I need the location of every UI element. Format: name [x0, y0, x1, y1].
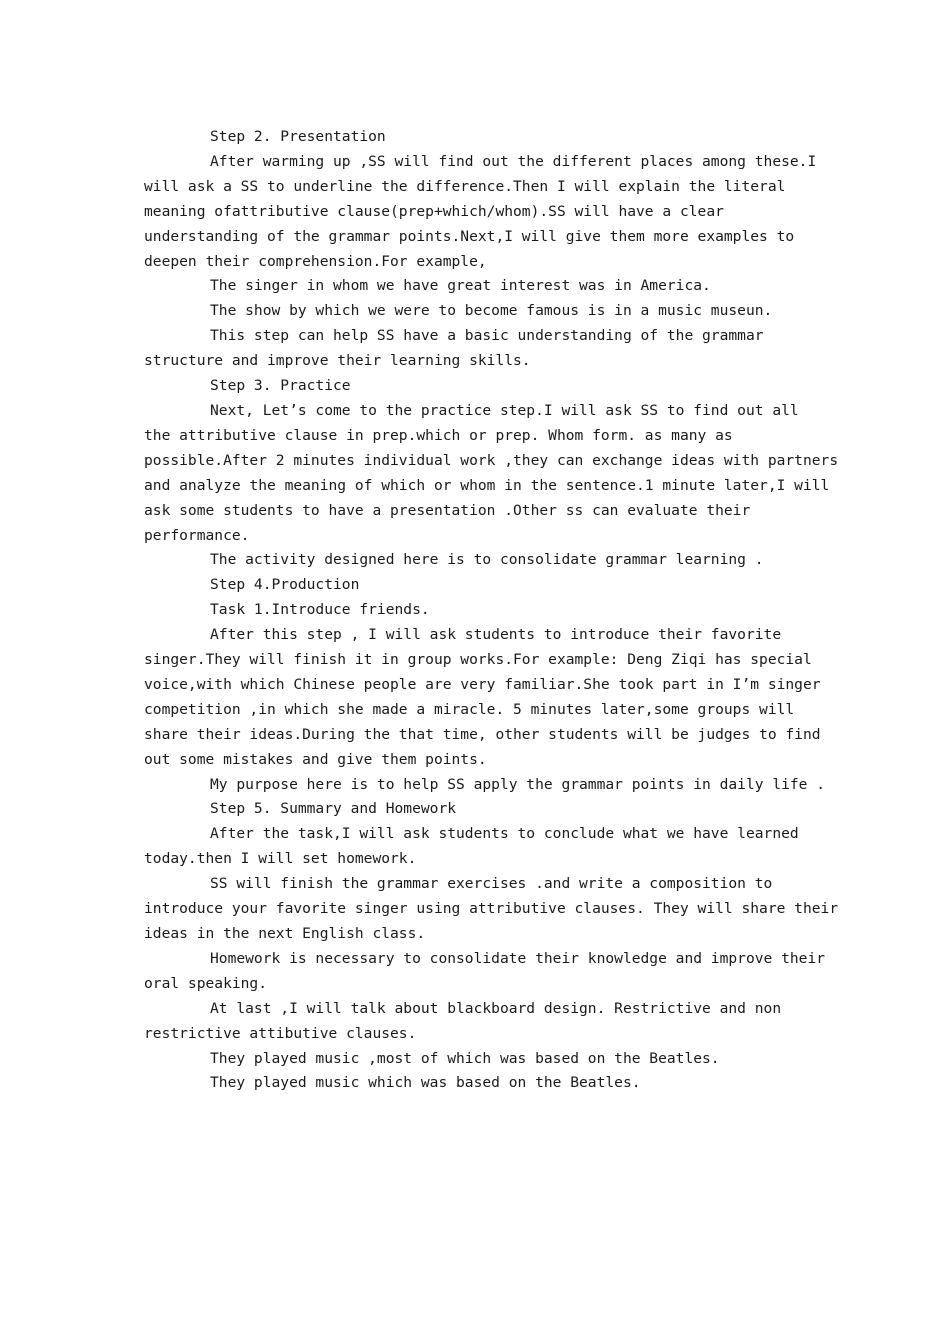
text-line: My purpose here is to help SS apply the grammar points in daily life .	[210, 775, 826, 793]
paragraph	[144, 872, 839, 947]
text-line: ideas in the next English class.	[144, 925, 426, 942]
paragraph	[144, 1071, 814, 1096]
text-line: Next, Let’s come to the practice step.I will ask SS to find out all	[210, 401, 799, 419]
text-line: deepen their comprehension.For example,	[144, 252, 487, 270]
text-line: They played music which was based on the Beatles.	[210, 1074, 641, 1092]
text-line: introduce your favorite singer using attributive clauses. They will share their	[144, 900, 839, 918]
text-line: After this step , I will ask students to introduce their favorite	[210, 626, 782, 644]
text-line: The activity designed here is to consolidate grammar learning .	[210, 551, 764, 569]
text-line: possible.After 2 minutes individual work ,they can exchange ideas with partners	[144, 451, 839, 469]
text-line: Step 2. Presentation	[210, 128, 386, 145]
text-line: singer.They will finish it in group works.For example: Deng Ziqi has special	[144, 651, 812, 669]
text-line: Homework is necessary to consolidate their knowledge and improve their	[210, 949, 826, 967]
text-line: voice,with which Chinese people are very familiar.She took part in I’m singer	[144, 675, 821, 693]
paragraph	[144, 399, 839, 548]
text-line: meaning ofattributive clause(prep+which/whom).SS will have a clear	[144, 202, 724, 220]
text-line: ask some students to have a presentation .Other ss can evaluate their	[144, 501, 751, 519]
text-line: and analyze the meaning of which or whom in the sentence.1 minute later,I will	[144, 476, 830, 494]
paragraph	[144, 324, 814, 374]
text-line: Step 3. Practice	[210, 377, 351, 395]
paragraph	[144, 598, 814, 623]
paragraph	[144, 997, 814, 1047]
text-line: out some mistakes and give them points.	[144, 750, 487, 768]
text-line: Step 5. Summary and Homework	[210, 800, 457, 818]
text-line: the attributive clause in prep.which or prep. Whom form. as many as	[144, 426, 733, 444]
paragraph	[144, 150, 817, 275]
text-line: This step can help SS have a basic understanding of the grammar	[210, 327, 764, 345]
text-line: At last ,I will talk about blackboard design. Restrictive and non	[210, 999, 782, 1017]
text-line: Step 4.Production	[210, 576, 360, 594]
text-line: structure and improve their learning skills.	[144, 352, 531, 370]
paragraph	[144, 299, 814, 324]
text-line: oral speaking.	[144, 974, 268, 992]
text-line: After the task,I will ask students to conclude what we have learned	[210, 825, 799, 843]
document-body	[144, 125, 839, 1096]
text-line: Task 1.Introduce friends.	[210, 601, 430, 619]
paragraph	[144, 374, 814, 399]
paragraph	[144, 573, 814, 598]
text-line: performance.	[144, 526, 250, 544]
paragraph	[144, 1047, 814, 1072]
text-line: The show by which we were to become famous is in a music museun.	[210, 302, 773, 320]
paragraph	[144, 822, 814, 872]
text-line: competition ,in which she made a miracle. 5 minutes later,some groups will	[144, 700, 795, 718]
paragraph	[144, 125, 814, 150]
paragraph	[144, 548, 814, 573]
paragraph	[144, 797, 814, 822]
text-line: After warming up ,SS will find out the different places among these.I	[210, 152, 817, 170]
text-line: restrictive attibutive clauses.	[144, 1024, 417, 1042]
text-line: will ask a SS to underline the difference.Then I will explain the literal	[144, 177, 786, 195]
text-line: today.then I will set homework.	[144, 850, 417, 868]
text-line: The singer in whom we have great interest was in America.	[210, 277, 711, 295]
text-line: understanding of the grammar points.Next,I will give them more examples to	[144, 227, 795, 245]
paragraph	[144, 274, 814, 299]
paragraph	[144, 947, 826, 997]
text-line: They played music ,most of which was based on the Beatles.	[210, 1049, 720, 1067]
paragraph	[144, 773, 826, 798]
text-line: share their ideas.During the that time, other students will be judges to find	[144, 725, 821, 743]
paragraph	[144, 623, 821, 772]
text-line: SS will finish the grammar exercises .and write a composition to	[210, 875, 773, 893]
